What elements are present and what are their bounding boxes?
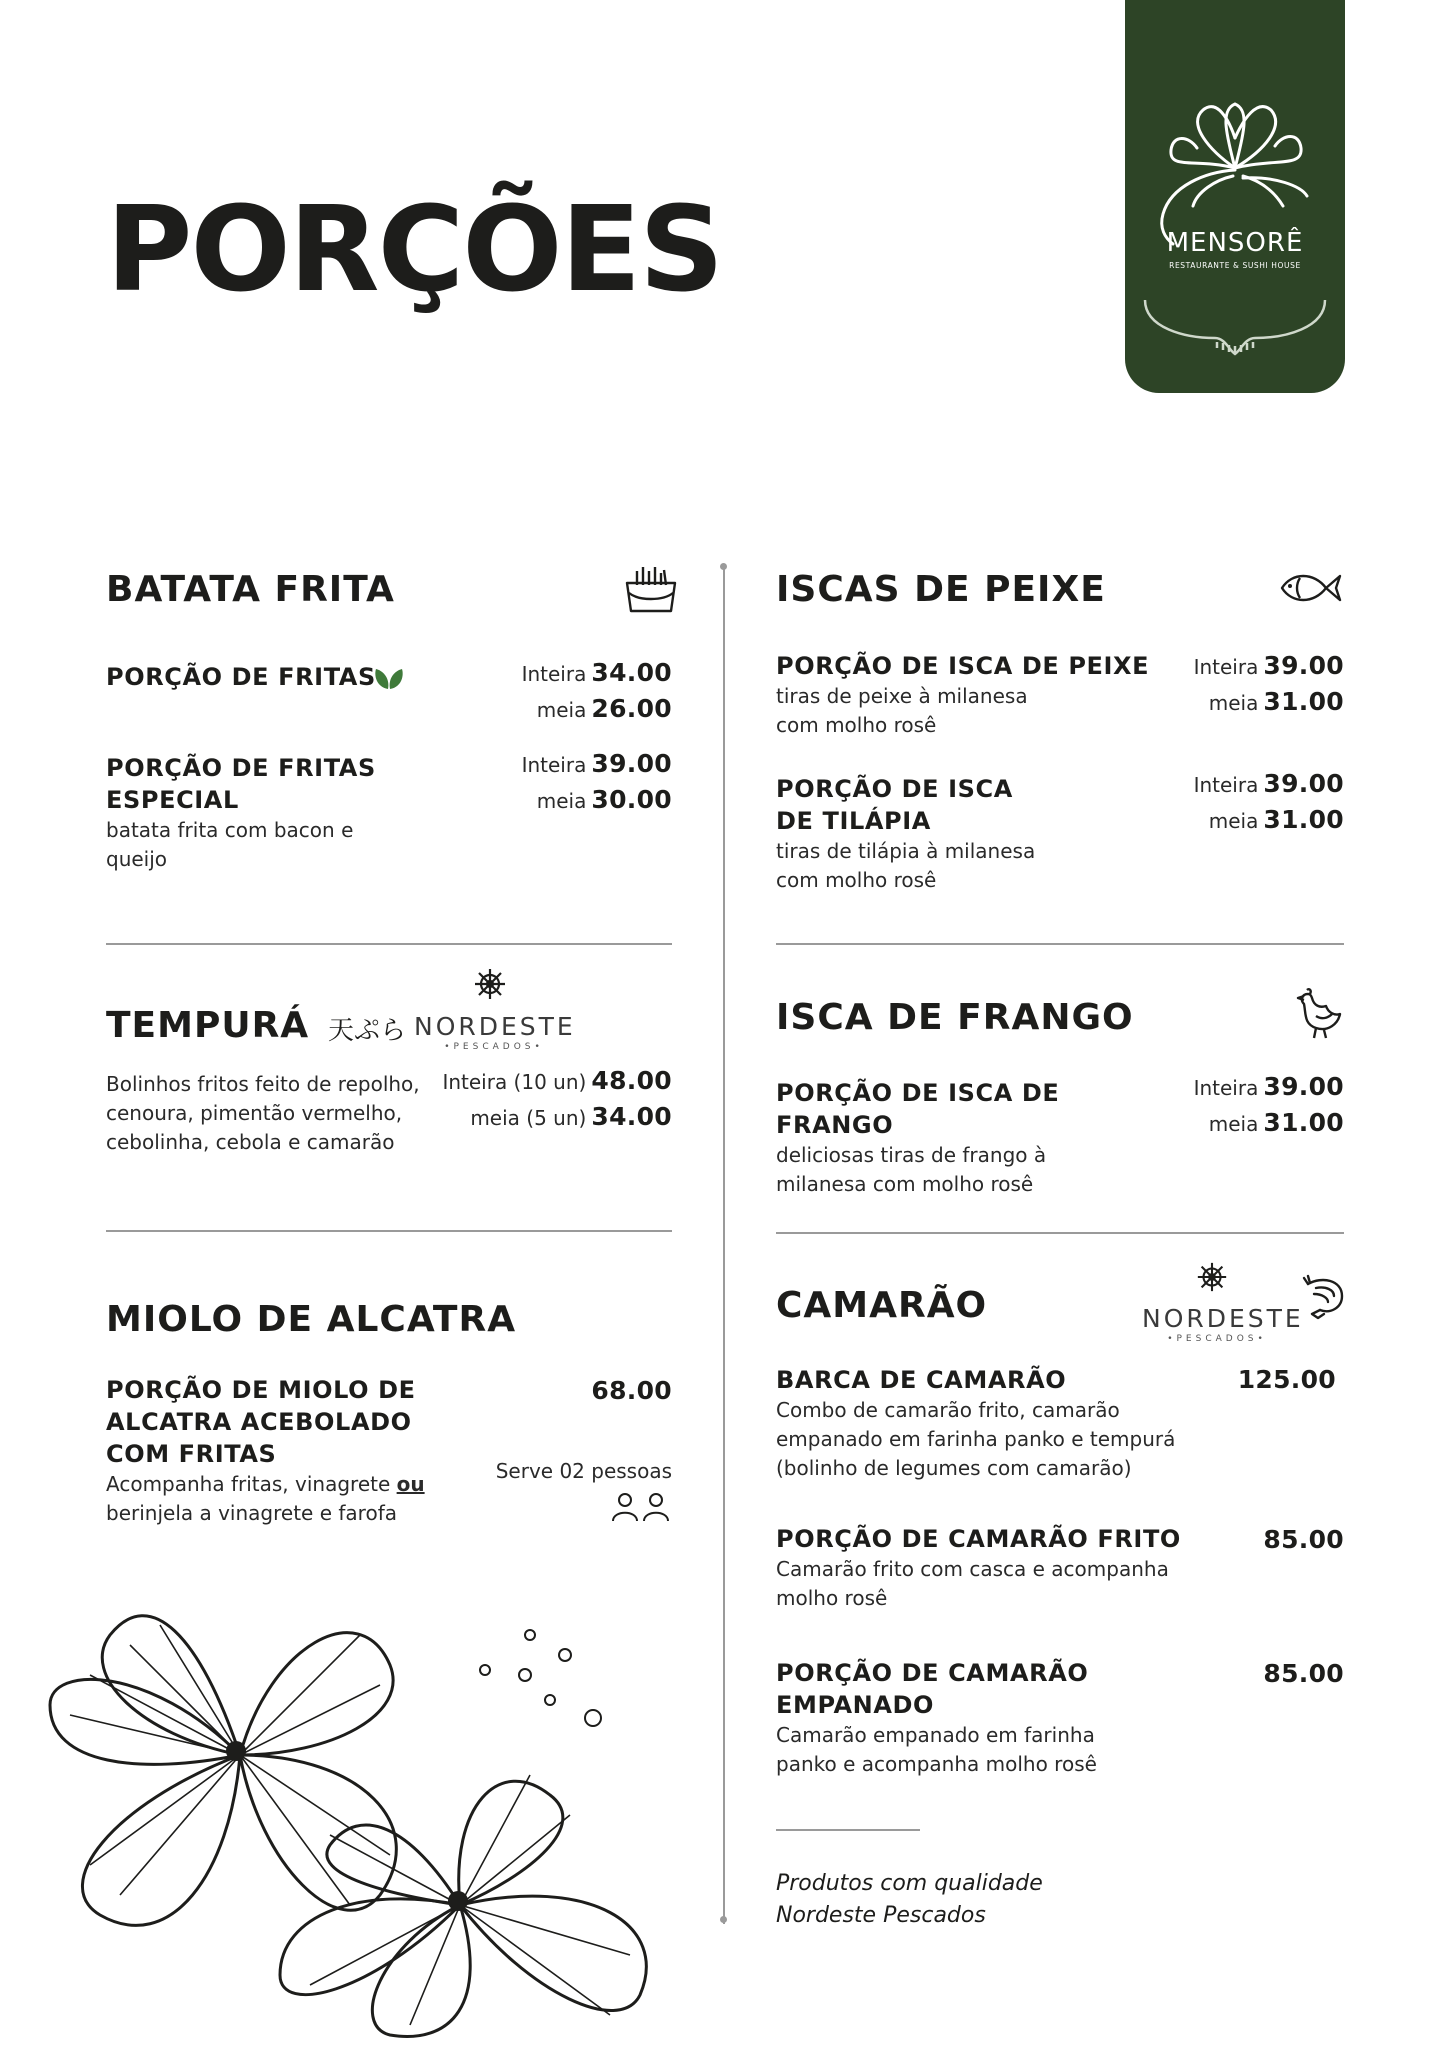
menu-item-camarao-frito bbox=[776, 1523, 1196, 1613]
price-label: meia bbox=[536, 698, 587, 722]
price-fritas bbox=[432, 656, 672, 728]
item-name-fritas: PORÇÃO DE FRITAS bbox=[106, 663, 376, 691]
price-value: 85.00 bbox=[1263, 1525, 1344, 1554]
price-label: meia (5 un) bbox=[470, 1106, 587, 1130]
column-divider bbox=[723, 566, 725, 1924]
item-description: tiras de tilápia à milanesa bbox=[776, 839, 1036, 863]
item-name: EMPANADO bbox=[776, 1691, 935, 1719]
price-value: 31.00 bbox=[1263, 805, 1344, 834]
price-value: 26.00 bbox=[591, 694, 672, 723]
desc-text: Acompanha fritas, vinagrete bbox=[106, 1472, 397, 1496]
partner-brand-sub: •PESCADOS• bbox=[1167, 1334, 1267, 1344]
note-line: Produtos com qualidade bbox=[776, 1871, 1043, 1896]
item-description: Camarão frito com casca e acompanha bbox=[776, 1557, 1169, 1581]
item-name: PORÇÃO DE ISCA bbox=[776, 775, 1013, 803]
price-tempura bbox=[412, 1064, 672, 1136]
item-name: PORÇÃO DE CAMARÃO bbox=[776, 1659, 1089, 1687]
price-value: 68.00 bbox=[591, 1376, 672, 1405]
item-description: deliciosas tiras de frango à bbox=[776, 1143, 1047, 1167]
item-description: berinjela a vinagrete e farofa bbox=[106, 1501, 397, 1525]
price-label: meia bbox=[1208, 691, 1259, 715]
price-value: 31.00 bbox=[1263, 687, 1344, 716]
vegetarian-leaf-icon bbox=[372, 665, 406, 691]
item-description: Bolinhos fritos feito de repolho, bbox=[106, 1072, 420, 1096]
divider-bottom-dot bbox=[720, 1916, 727, 1923]
item-name: PORÇÃO DE MIOLO DE bbox=[106, 1376, 416, 1404]
chicken-icon bbox=[1296, 986, 1344, 1040]
fries-icon bbox=[623, 563, 679, 615]
item-description bbox=[106, 1470, 426, 1499]
item-name: DE TILÁPIA bbox=[776, 807, 931, 835]
section-rule bbox=[776, 943, 1344, 945]
menu-item-barca-camarao bbox=[776, 1364, 1196, 1483]
logo-name: MENSORÊ bbox=[1166, 228, 1304, 258]
item-description: Combo de camarão frito, camarão bbox=[776, 1398, 1120, 1422]
price-value: 39.00 bbox=[1263, 651, 1344, 680]
menu-item-camarao-empanado bbox=[776, 1657, 1196, 1779]
item-description: Camarão empanado em farinha bbox=[776, 1723, 1095, 1747]
serves-text bbox=[432, 1455, 672, 1489]
price-value: 85.00 bbox=[1263, 1659, 1344, 1688]
price-value: 30.00 bbox=[591, 785, 672, 814]
section-title-iscas: ISCAS DE PEIXE bbox=[776, 569, 1106, 610]
price-fritas-especial bbox=[432, 747, 672, 819]
logo-tagline: RESTAURANTE & SUSHI HOUSE bbox=[1169, 261, 1301, 270]
partner-brand-name: NORDESTE bbox=[414, 1012, 576, 1041]
price-isca-tilapia bbox=[1144, 767, 1344, 839]
item-name: PORÇÃO DE ISCA DE bbox=[776, 1079, 1060, 1107]
fish-icon bbox=[1278, 568, 1344, 608]
section-rule bbox=[776, 1232, 1344, 1234]
price-value: 39.00 bbox=[1263, 1072, 1344, 1101]
tempura-japanese-text: 天ぷら bbox=[328, 1016, 407, 1046]
section-title-frango: ISCA DE FRANGO bbox=[776, 997, 1134, 1038]
partner-brand-name: NORDESTE bbox=[1142, 1304, 1304, 1333]
item-description: (bolinho de legumes com camarão) bbox=[776, 1456, 1132, 1480]
item-description: empanado em farinha panko e tempurá bbox=[776, 1427, 1176, 1451]
item-description: milanesa com molho rosê bbox=[776, 1172, 1034, 1196]
price-label: Inteira (10 un) bbox=[442, 1070, 587, 1094]
serves-label: Serve 02 pessoas bbox=[495, 1459, 672, 1483]
price-value: 48.00 bbox=[591, 1066, 672, 1095]
price-camarao-frito bbox=[1184, 1523, 1344, 1559]
item-name: PORÇÃO DE FRITAS bbox=[106, 754, 376, 782]
price-barca-camarao bbox=[1176, 1363, 1336, 1399]
price-label: Inteira bbox=[1193, 773, 1259, 797]
quality-note bbox=[776, 1868, 1043, 1932]
price-label: Inteira bbox=[521, 662, 587, 686]
item-description: cebolinha, cebola e camarão bbox=[106, 1130, 395, 1154]
price-label: meia bbox=[536, 789, 587, 813]
item-description: com molho rosê bbox=[776, 868, 937, 892]
price-value: 34.00 bbox=[591, 1102, 672, 1131]
menu-item-isca-frango bbox=[776, 1077, 1156, 1199]
page-title: PORÇÕES bbox=[106, 180, 723, 318]
section-title-tempura: TEMPURÁ bbox=[106, 1005, 310, 1046]
two-people-icon bbox=[610, 1492, 672, 1522]
price-label: Inteira bbox=[1193, 655, 1259, 679]
price-alcatra bbox=[472, 1374, 672, 1410]
shrimp-icon bbox=[1302, 1274, 1346, 1322]
note-line: Nordeste Pescados bbox=[776, 1903, 986, 1928]
item-name: ESPECIAL bbox=[106, 786, 239, 814]
item-name: ALCATRA ACEBOLADO bbox=[106, 1408, 412, 1436]
section-rule bbox=[106, 1230, 672, 1232]
price-label: meia bbox=[1208, 1112, 1259, 1136]
menu-item-alcatra bbox=[106, 1374, 426, 1528]
section-title-batata: BATATA FRITA bbox=[106, 569, 395, 610]
price-label: Inteira bbox=[521, 753, 587, 777]
item-description: molho rosê bbox=[776, 1586, 888, 1610]
desc-or: ou bbox=[396, 1472, 425, 1496]
ship-wheel-icon bbox=[472, 966, 508, 1002]
section-title-camarao: CAMARÃO bbox=[776, 1285, 988, 1326]
restaurant-logo bbox=[1125, 0, 1345, 393]
divider-top-dot bbox=[720, 563, 727, 570]
item-name: BARCA DE CAMARÃO bbox=[776, 1366, 1067, 1394]
item-name: FRANGO bbox=[776, 1111, 894, 1139]
price-value: 39.00 bbox=[591, 749, 672, 778]
section-title-alcatra: MIOLO DE ALCATRA bbox=[106, 1299, 517, 1340]
menu-item-fritas-especial bbox=[106, 752, 426, 874]
menu-item-isca-peixe bbox=[776, 650, 1156, 740]
item-name: PORÇÃO DE ISCA DE PEIXE bbox=[776, 652, 1150, 680]
price-label: meia bbox=[1208, 809, 1259, 833]
price-isca-frango bbox=[1144, 1070, 1344, 1142]
item-description: tiras de peixe à milanesa bbox=[776, 684, 1028, 708]
note-rule bbox=[776, 1829, 920, 1831]
lotus-logo-icon bbox=[1125, 0, 1345, 393]
partner-brand-sub: •PESCADOS• bbox=[444, 1042, 544, 1052]
item-name: COM FRITAS bbox=[106, 1440, 277, 1468]
price-value: 31.00 bbox=[1263, 1108, 1344, 1137]
item-name: PORÇÃO DE CAMARÃO FRITO bbox=[776, 1525, 1181, 1553]
item-description: batata frita com bacon e bbox=[106, 818, 354, 842]
menu-item-isca-tilapia bbox=[776, 773, 1156, 895]
item-description: cenoura, pimentão vermelho, bbox=[106, 1101, 403, 1125]
price-value: 39.00 bbox=[1263, 769, 1344, 798]
ship-wheel-icon bbox=[1195, 1260, 1229, 1294]
tempura-description bbox=[106, 1070, 426, 1157]
section-rule bbox=[106, 943, 672, 945]
price-value: 34.00 bbox=[591, 658, 672, 687]
item-description: queijo bbox=[106, 847, 168, 871]
price-value: 125.00 bbox=[1237, 1365, 1336, 1394]
hibiscus-illustration-icon bbox=[30, 1575, 690, 2048]
item-description: com molho rosê bbox=[776, 713, 937, 737]
item-description: panko e acompanha molho rosê bbox=[776, 1752, 1097, 1776]
price-label: Inteira bbox=[1193, 1076, 1259, 1100]
price-camarao-empanado bbox=[1184, 1657, 1344, 1693]
price-isca-peixe bbox=[1144, 649, 1344, 721]
